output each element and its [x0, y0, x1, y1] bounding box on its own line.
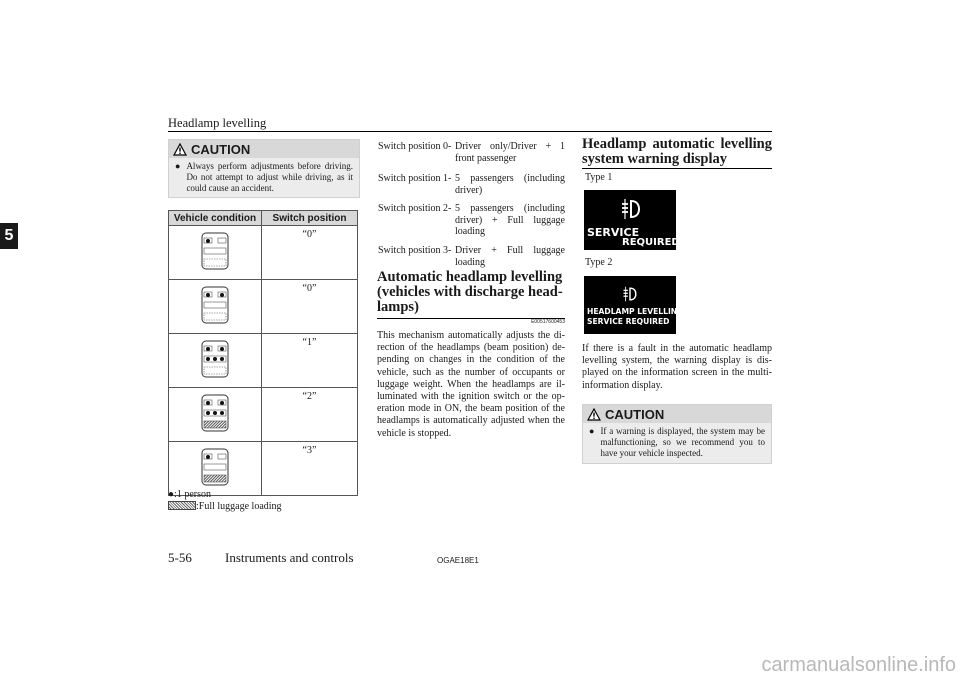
list-item — [378, 173, 565, 203]
vehicle-condition-table — [168, 210, 358, 496]
warning-body: If there is a fault in the automatic headlamp levelling system, the warning display is dis-played on the information screen in the multi-information display. — [582, 343, 772, 391]
caution-text: If a warning is displayed, the system may be malfunctioning, so we recommend you to have your vehicle inspected. — [600, 426, 765, 458]
switch-position-cell: “1” — [262, 334, 358, 388]
caution-label: CAUTION — [605, 406, 665, 422]
watermark: carmanualsonline.info — [761, 654, 956, 676]
switch-position-desc: 5 passengers (including driver) — [455, 173, 565, 196]
car-seating-diagram-icon — [201, 286, 229, 324]
car-seating-diagram-icon — [201, 232, 229, 270]
section-title: Headlamp automatic levelling system warning display — [582, 136, 772, 167]
table-row — [169, 442, 358, 496]
footer-section-name: Instruments and controls — [225, 550, 354, 565]
warning-triangle-icon — [173, 143, 187, 156]
headlamp-levelling-warning-icon — [622, 286, 638, 302]
display-line: REQUIRED — [622, 237, 680, 248]
legend-person: ●:1 person — [168, 489, 211, 500]
section-code: E00517600453 — [531, 319, 565, 325]
switch-position-label: Switch position 1- — [378, 173, 452, 184]
car-seating-diagram-icon — [201, 448, 229, 486]
switch-position-label: Switch position 3- — [378, 245, 452, 256]
section-rule — [582, 168, 772, 169]
footer-page-number: 5-56 — [168, 550, 192, 565]
warning-triangle-icon — [587, 408, 601, 421]
switch-position-label: Switch position 2- — [378, 203, 452, 214]
list-item — [378, 141, 565, 173]
bullet-icon: ● — [175, 161, 181, 171]
caution-header — [169, 140, 359, 158]
switch-position-desc: 5 passengers (including driver) + Full luggage loading — [455, 203, 565, 237]
vehicle-diagram-cell — [169, 280, 262, 334]
type2-label: Type 2 — [585, 257, 613, 268]
bullet-icon: ● — [589, 426, 595, 436]
switch-position-desc: Driver + Full luggage loading — [455, 245, 565, 268]
vehicle-diagram-cell — [169, 442, 262, 496]
switch-position-list — [378, 141, 565, 271]
table-header-vehicle-condition: Vehicle condition — [169, 211, 262, 226]
display-line: HEADLAMP LEVELLING — [587, 307, 684, 316]
chapter-tab: 5 — [0, 223, 18, 249]
footer-code: OGAE18E1 — [437, 556, 479, 565]
car-seating-diagram-icon — [201, 394, 229, 432]
switch-position-desc: Driver only/Driver + 1 front passenger — [455, 141, 565, 164]
page-header-title: Headlamp levelling — [168, 116, 267, 130]
headlamp-levelling-warning-icon — [620, 198, 642, 220]
caution-header — [583, 405, 771, 423]
caution-box-left — [168, 139, 360, 198]
table-row — [169, 334, 358, 388]
auto-levelling-section — [377, 270, 565, 440]
switch-position-cell: “0” — [262, 280, 358, 334]
table-row — [169, 388, 358, 442]
car-seating-diagram-icon — [201, 340, 229, 378]
type1-label: Type 1 — [585, 172, 613, 183]
switch-position-cell: “0” — [262, 226, 358, 280]
vehicle-diagram-cell — [169, 334, 262, 388]
caution-text: Always perform adjustments before driving. Do not attempt to adjust while driving, as it could cause an accident. — [186, 161, 353, 193]
table-header-switch-position: Switch position — [262, 211, 358, 226]
header-rule — [168, 131, 772, 132]
section-body: This mechanism automatically adjusts the di-rection of the headlamps (beam position) de-pending on changes in the condition of the vehicle, such as the number of occupants or luggage weight. When the headlamps are il-luminated with the ignition switch or the op-eration mode in ON, the beam position of the headlamps is automatically adjusted when the vehicle is stopped. — [377, 330, 565, 439]
table-row — [169, 280, 358, 334]
list-item — [378, 203, 565, 245]
section-title: Automatic headlamp levelling (vehicles with discharge head-lamps) — [377, 269, 563, 315]
warning-display-section — [582, 137, 772, 169]
switch-position-cell: “3” — [262, 442, 358, 496]
caution-box-right — [582, 404, 772, 464]
caution-label: CAUTION — [191, 141, 251, 157]
switch-position-cell: “2” — [262, 388, 358, 442]
display-line: SERVICE — [587, 226, 640, 239]
legend-luggage: :Full luggage loading — [196, 501, 282, 512]
switch-position-label: Switch position 0- — [378, 141, 452, 152]
table-legend — [168, 489, 282, 513]
vehicle-diagram-cell — [169, 388, 262, 442]
type2-display — [584, 276, 684, 334]
table-row — [169, 226, 358, 280]
vehicle-diagram-cell — [169, 226, 262, 280]
luggage-hatch-swatch — [168, 501, 196, 510]
display-line: SERVICE REQUIRED — [587, 317, 670, 326]
legend-luggage-row — [168, 501, 282, 513]
list-item — [378, 245, 565, 271]
type1-display — [584, 190, 680, 250]
